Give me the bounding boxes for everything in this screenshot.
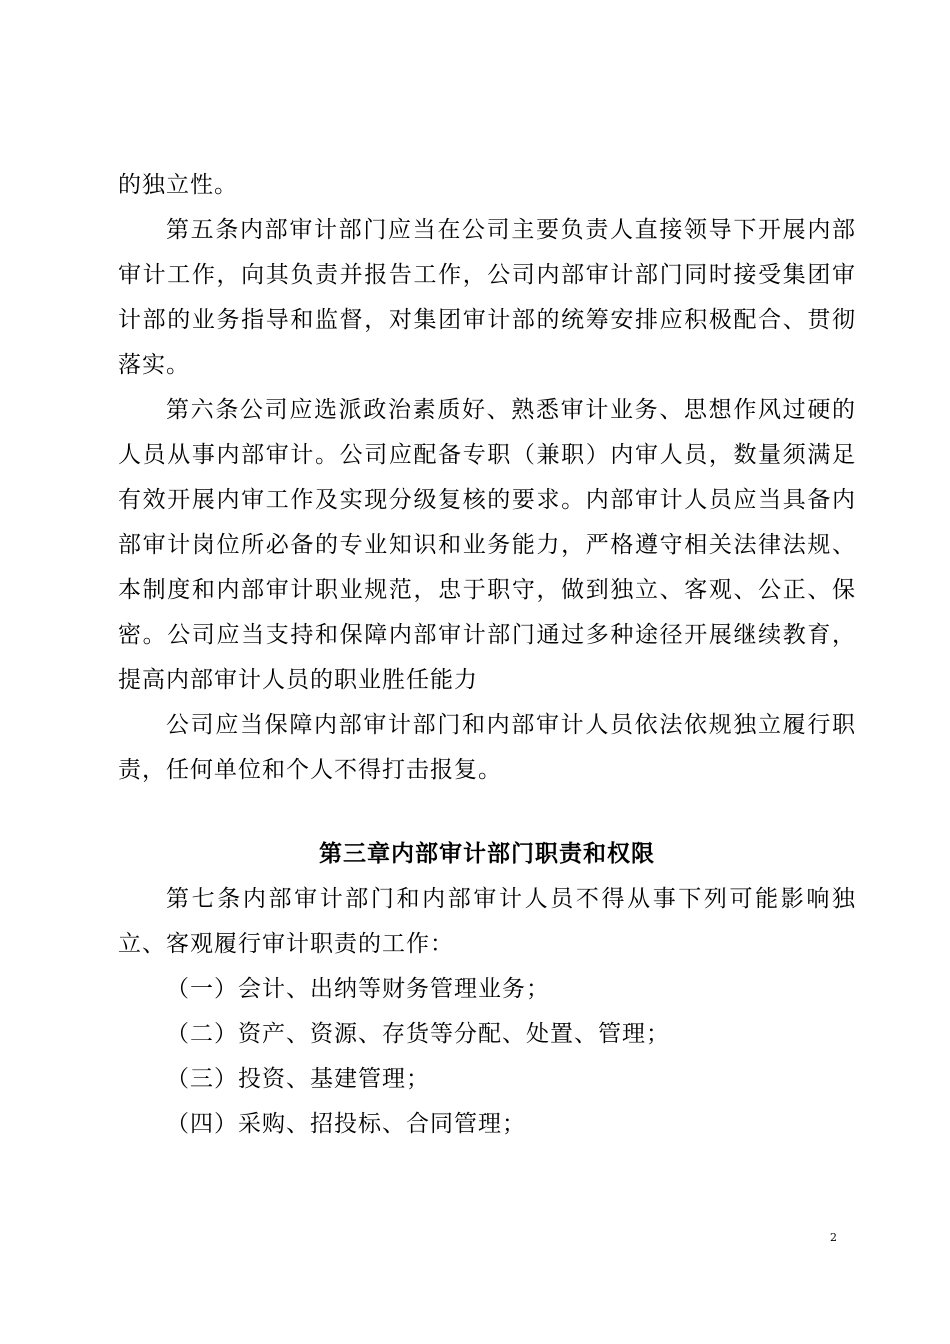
list-item: （二）资产、资源、存货等分配、处置、管理； (166, 1021, 670, 1047)
paragraph-article-seven: 第七条内部审计部门和内部审计人员不得从事下列可能影响独立、客观履行审计职责的工作： (118, 886, 856, 957)
paragraph-article-five: 第五条内部审计部门应当在公司主要负责人直接领导下开展内部审计工作，向其负责并报告工作，公司内部审计部门同时接受集团审计部的业务指导和监督，对集团审计部的统筹安排应积极配合、贯彻落实。 (118, 217, 856, 378)
list-item: （一）会计、出纳等财务管理业务； (166, 976, 550, 1002)
list-item: （四）采购、招投标、合同管理； (166, 1111, 526, 1137)
paragraph-article-six: 第六条公司应选派政治素质好、熟悉审计业务、思想作风过硬的人员从事内部审计。公司应配备专职（兼职）内审人员，数量须满足有效开展内审工作及实现分级复核的要求。内部审计人员应当具备内部审计岗位所必备的专业知识和业务能力，严格遵守相关法律法规、本制度和内部审计职业规范，忠于职守，做到独立、客观、公正、保密。公司应当支持和保障内部审计部门通过多种途径开展继续教育，提高内部审计人员的职业胜任能力 (118, 397, 856, 693)
chapter-heading: 第三章内部审计部门职责和权限 (319, 841, 655, 867)
document-body (118, 163, 856, 1147)
list-item: （三）投资、基建管理； (166, 1066, 430, 1092)
page-number: 2 (830, 1231, 837, 1244)
paragraph-continuation: 的独立性。 (118, 172, 238, 198)
paragraph-protection: 公司应当保障内部审计部门和内部审计人员依法依规独立履行职责，任何单位和个人不得打击报复。 (118, 712, 856, 783)
